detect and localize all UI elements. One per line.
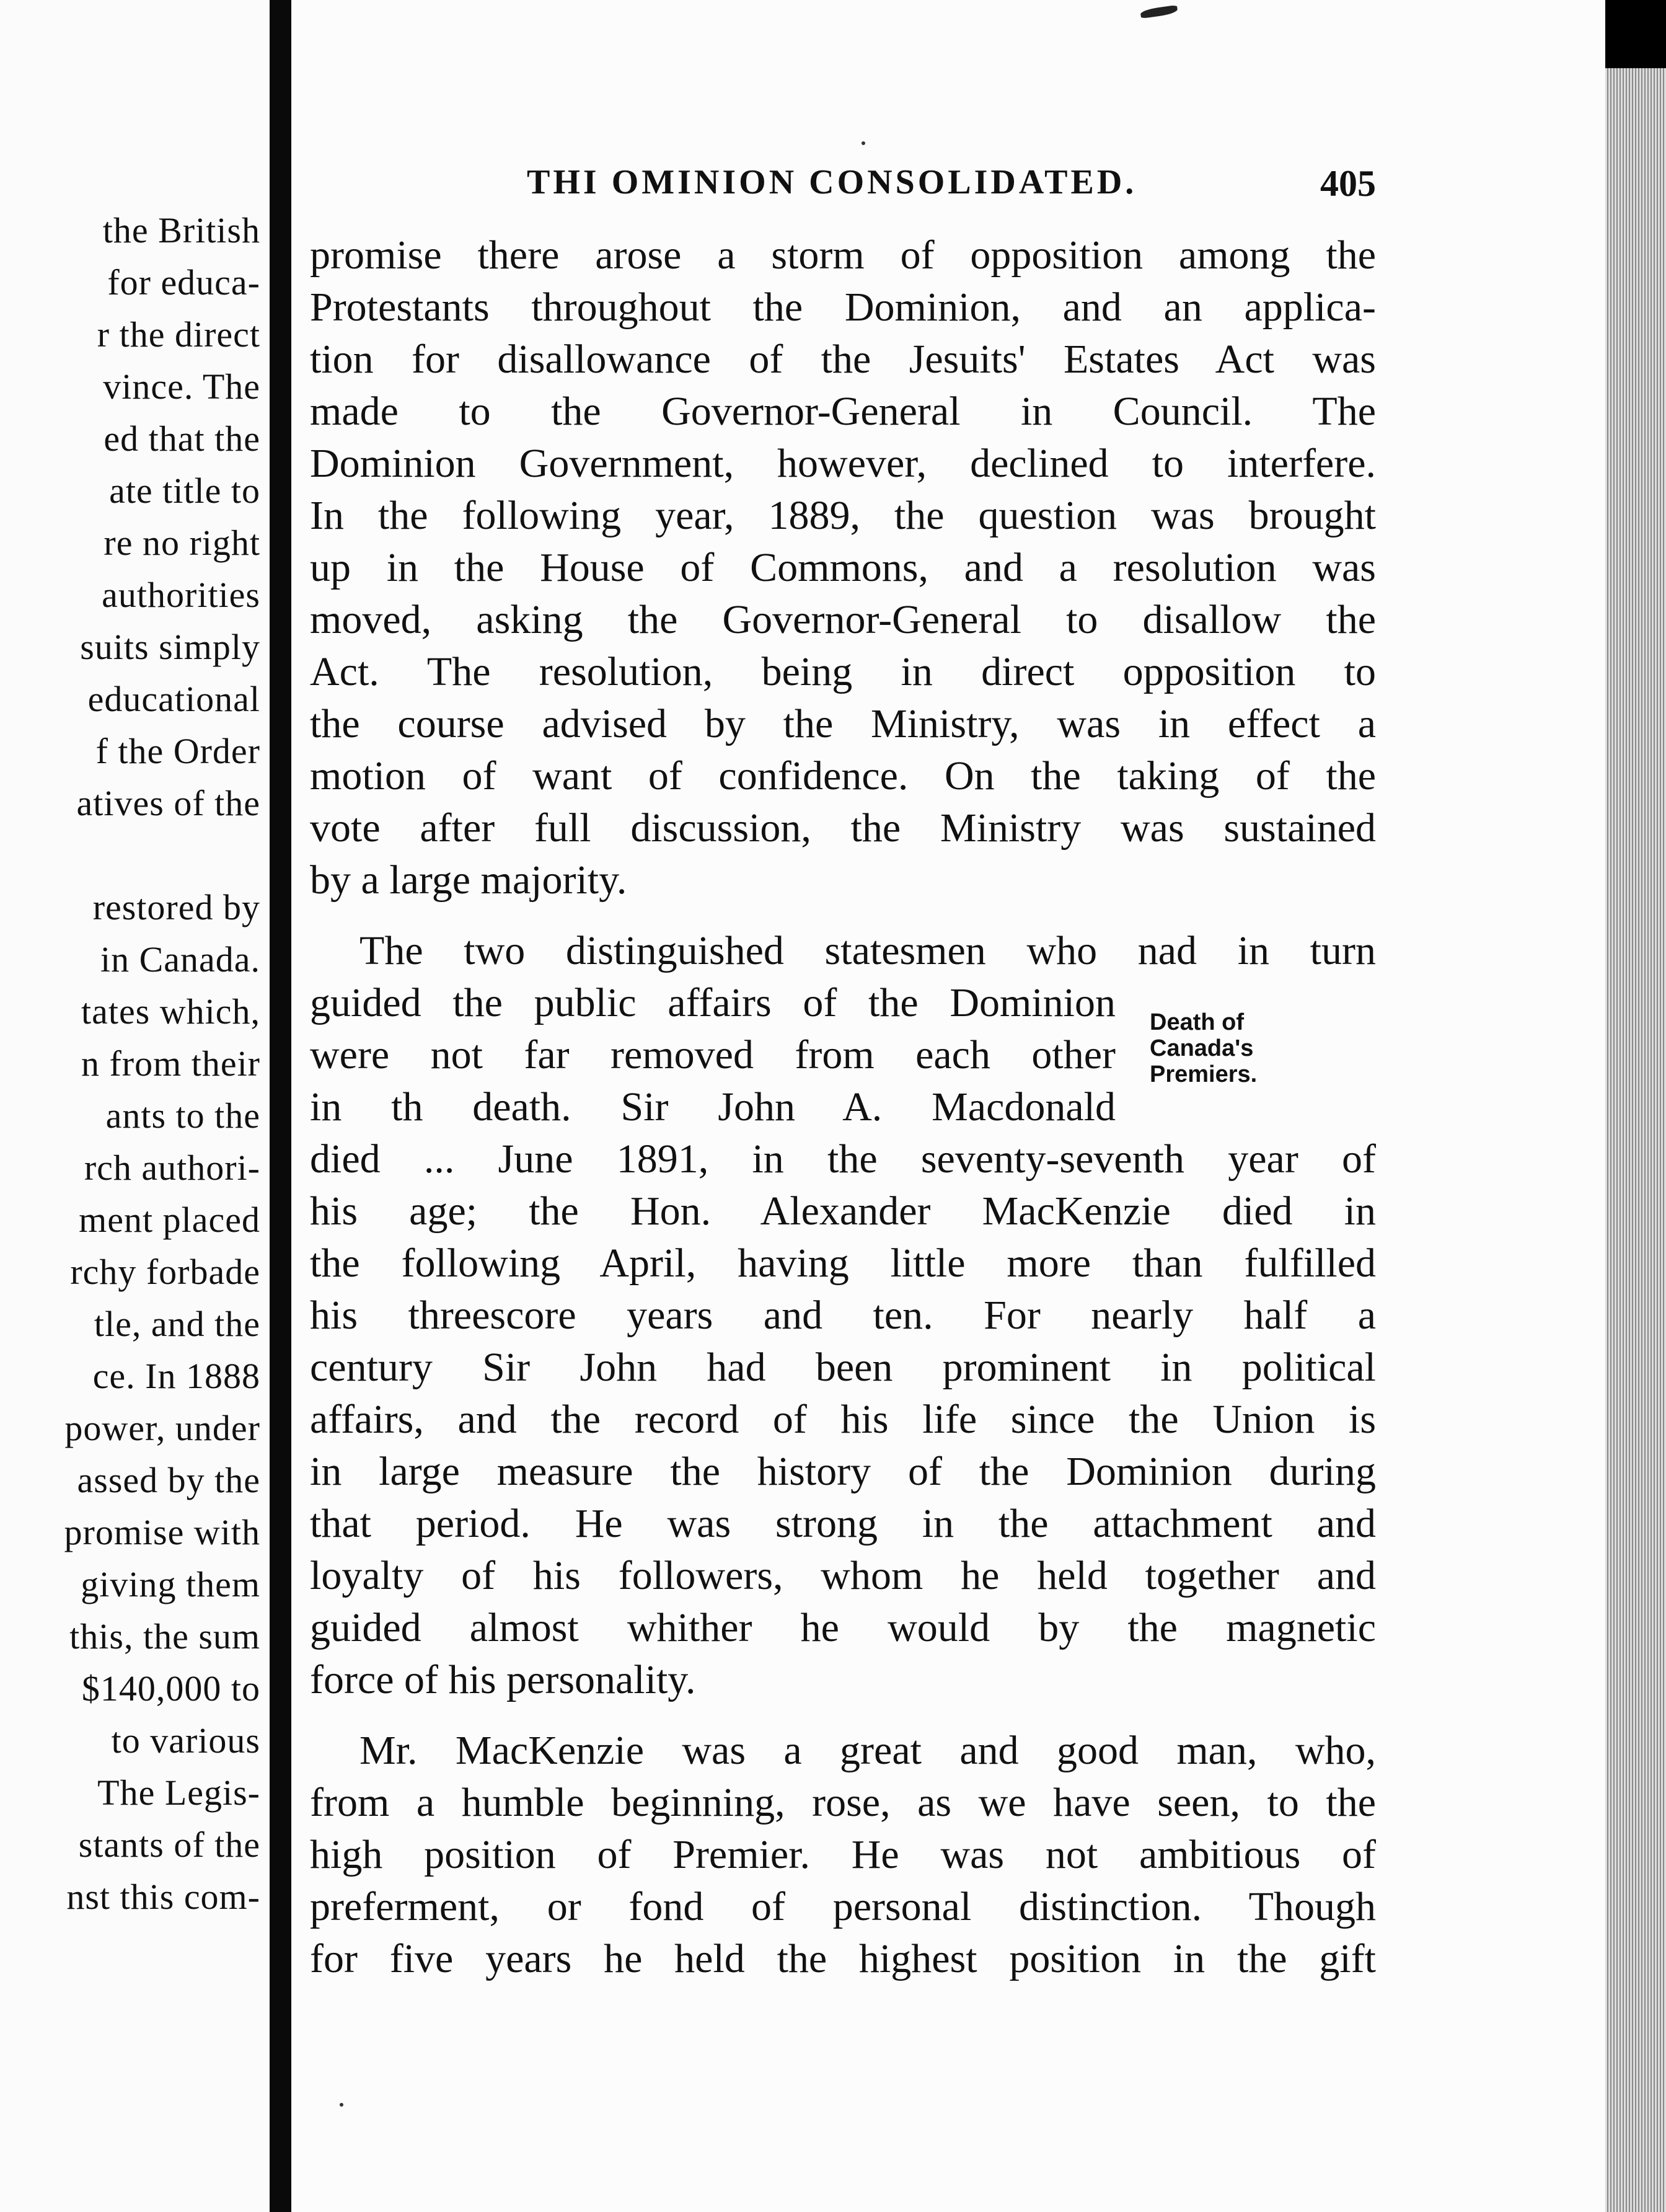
left-line: r the direct <box>97 314 260 355</box>
left-line: promise with <box>64 1512 260 1552</box>
left-line: educational <box>87 679 260 719</box>
text-line: the following April, having little more than fulfilled <box>310 1241 1376 1286</box>
left-line: suits simply <box>80 627 260 667</box>
left-line: ed that the <box>104 418 260 459</box>
facing-page-left <box>0 0 270 2212</box>
text-line: affairs, and the record of his life since the Union is <box>310 1397 1376 1442</box>
text-line: promise there arose a storm of opposition among the <box>310 232 1376 278</box>
running-header <box>527 162 1376 212</box>
text-line: Mr. MacKenzie was a great and good man, who, <box>359 1728 1376 1773</box>
left-line: $140,000 to <box>81 1668 260 1709</box>
sidenote-line: Canada's <box>1150 1035 1254 1061</box>
text-line: in large measure the history of the Dominion during <box>310 1449 1376 1494</box>
scan-background <box>1605 0 1666 68</box>
text-line: force of his personality. <box>310 1657 696 1702</box>
left-line: nst this com- <box>66 1877 260 1917</box>
book-gutter <box>270 0 291 2212</box>
left-page-text <box>0 205 260 1923</box>
left-line: giving them <box>81 1564 260 1604</box>
text-line: guided the public affairs of the Dominion <box>310 980 1116 1025</box>
left-line: re no right <box>104 523 260 563</box>
text-line: his threescore years and ten. For nearly half a <box>310 1293 1376 1338</box>
text-line: motion of want of confidence. On the taking of the <box>310 753 1376 799</box>
left-line: vince. The <box>103 366 260 407</box>
text-line: for five years he held the highest position in the gift <box>310 1936 1376 1981</box>
dust-speck <box>340 2103 343 2107</box>
text-line: that period. He was strong in the attachment and <box>310 1501 1376 1546</box>
left-line: tle, and the <box>94 1304 260 1344</box>
text-line: loyalty of his followers, whom he held together and <box>310 1553 1376 1598</box>
text-line: In the following year, 1889, the question was brought <box>310 493 1376 538</box>
text-line: guided almost whither he would by the magnetic <box>310 1605 1376 1650</box>
text-line: in th death. Sir John A. Macdonald <box>310 1084 1116 1130</box>
text-line: tion for disallowance of the Jesuits' Estates Act was <box>310 337 1376 382</box>
text-line: vote after full discussion, the Ministry was sustained <box>310 805 1376 851</box>
paragraph <box>310 229 1376 906</box>
text-line: high position of Premier. He was not ambitious of <box>310 1832 1376 1877</box>
left-blank-line <box>0 830 260 882</box>
body-text <box>310 229 1376 1985</box>
left-line: power, under <box>64 1408 260 1448</box>
left-line: rchy forbade <box>70 1252 260 1292</box>
left-line: f the Order <box>95 731 260 771</box>
paragraph-gap <box>310 906 1376 925</box>
left-line: tates which, <box>81 991 260 1032</box>
left-line: ce. In 1888 <box>92 1356 260 1396</box>
text-line: died ... June 1891, in the seventy-seventh year of <box>310 1136 1376 1182</box>
text-line: made to the Governor-General in Council. The <box>310 389 1376 434</box>
sidenote-line: Premiers. <box>1150 1061 1258 1087</box>
left-line: restored by <box>92 887 260 927</box>
dust-speck <box>862 141 865 145</box>
left-line: n from their <box>81 1043 260 1084</box>
text-line: Act. The resolution, being in direct opposition to <box>310 649 1376 694</box>
text-line: up in the House of Commons, and a resolution was <box>310 545 1376 590</box>
left-line: stants of the <box>78 1825 260 1865</box>
text-line: Dominion Government, however, declined to interfere. <box>310 441 1376 486</box>
left-line: to various <box>111 1720 260 1761</box>
paragraph <box>310 1725 1376 1985</box>
page-number: 405 <box>1320 163 1376 204</box>
text-line: Protestants throughout the Dominion, and an applica- <box>310 285 1376 330</box>
text-line: preferment, or fond of personal distinction. Though <box>310 1884 1376 1929</box>
text-line: by a large majority. <box>310 857 627 903</box>
page-edges <box>1605 68 1666 2212</box>
left-line: in Canada. <box>100 939 260 980</box>
left-line: this, the sum <box>69 1616 260 1657</box>
left-line: rch authori- <box>84 1148 260 1188</box>
text-line: The two distinguished statesmen who nad in turn <box>359 928 1376 973</box>
sidenote-line: Death of <box>1150 1009 1244 1035</box>
margin-sidenote <box>1150 1009 1311 1087</box>
text-line: his age; the Hon. Alexander MacKenzie died in <box>310 1188 1376 1234</box>
running-title: THI OMINION CONSOLIDATED. <box>527 163 1137 201</box>
left-line: authorities <box>102 575 260 615</box>
left-line: ate title to <box>109 471 260 511</box>
text-line: the course advised by the Ministry, was in effect a <box>310 701 1376 746</box>
text-line: from a humble beginning, rose, as we have seen, to the <box>310 1780 1376 1825</box>
left-line: the British <box>102 210 260 250</box>
left-line: for educa- <box>107 262 260 303</box>
left-line: assed by the <box>77 1460 260 1500</box>
left-line: ants to the <box>105 1095 260 1136</box>
left-line: ment placed <box>79 1200 260 1240</box>
left-line: The Legis- <box>97 1772 260 1813</box>
text-line: were not far removed from each other <box>310 1032 1116 1077</box>
text-line: moved, asking the Governor-General to disallow the <box>310 597 1376 642</box>
left-line: atives of the <box>76 783 260 823</box>
text-line: century Sir John had been prominent in political <box>310 1345 1376 1390</box>
paragraph-gap <box>310 1706 1376 1725</box>
